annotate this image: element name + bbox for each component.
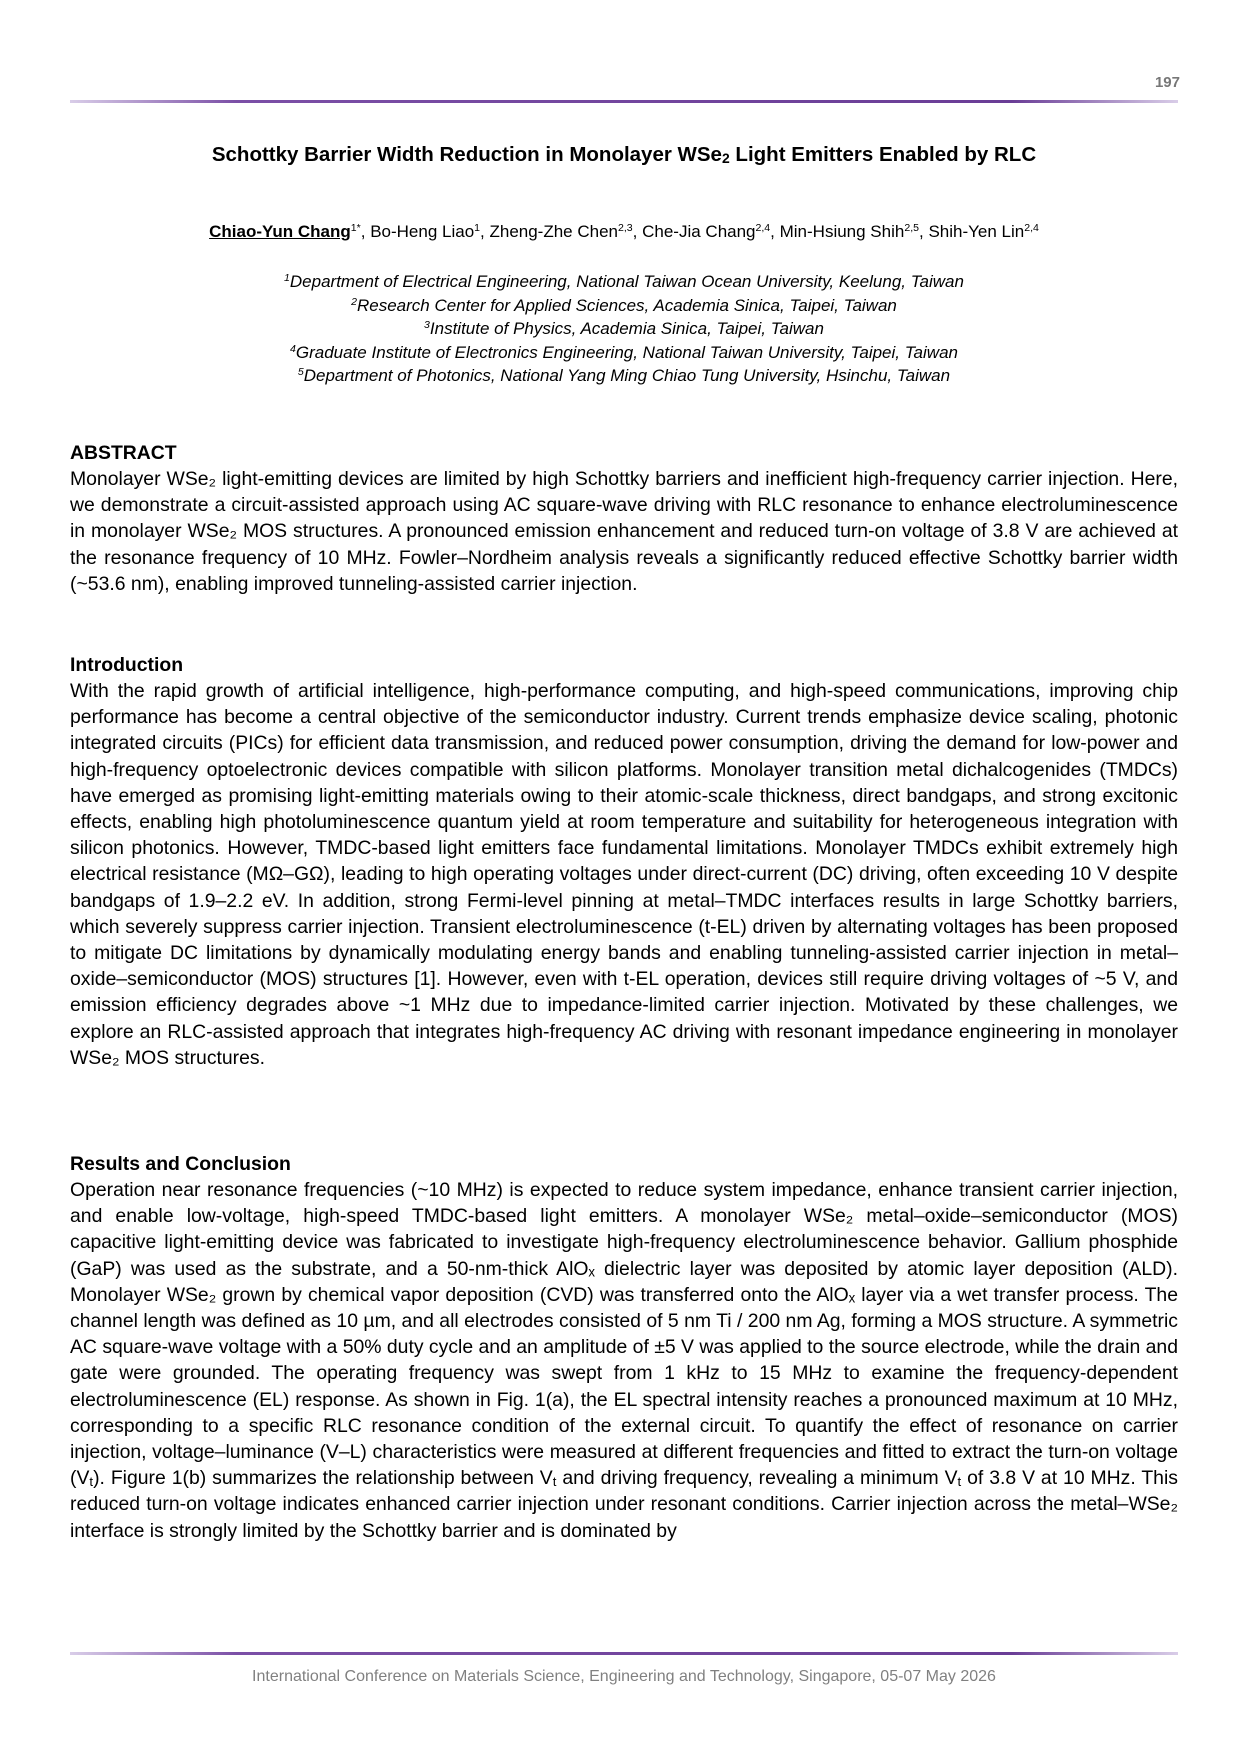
introduction-heading: Introduction: [70, 654, 184, 676]
affiliation-mark: 5: [297, 366, 304, 379]
affiliation: [70, 270, 1178, 294]
affiliation: [70, 317, 1178, 341]
results-text-part: Operation near resonance frequencies (~10 MHz) is expected to reduce system impedance, enhance transient carrier injection, and enable low-voltage, high-speed TMDC-based light emitters. A monolayer WSe₂ metal–oxide–semiconductor (MOS) capacitive light-emitting device was fabricated to investigate high-frequency electroluminescence behavior. Gallium phosphide (GaP) was used as the substrate, and a 50-nm-thick AlOₓ dielectric layer was deposited by atomic layer deposition (ALD). Monolayer WSe₂ grown by chemical vapor deposition (CVD) was transferred onto the AlOₓ layer via a wet transfer process. The channel length was defined as 10 µm, and all electrodes consisted of 5 nm Ti / 200 nm Ag, forming a MOS structure. A symmetric AC square-wave voltage with a 50% duty cycle and an amplitude of ±5 V was applied to the source electrode, while the drain and gate were grounded. The operating frequency was swept from 1 kHz to 15 MHz to examine the frequency-dependent electroluminescence (EL) response. As shown in Fig. 1(a), the EL spectral intensity reaches a pronounced maximum at 10 MHz, corresponding to a specific RLC resonance condition of the external circuit. To quantify the effect of resonance on carrier injection, voltage–luminance (V–L) characteristics were measured at different frequencies and fitted to extract the turn-on voltage (V: [70, 1179, 1178, 1490]
turn-on-voltage-subscript: t: [957, 1474, 962, 1490]
title-text-end: Light Emitters Enabled by RLC: [729, 143, 1037, 166]
affiliation-text: Department of Photonics, National Yang Ming Chiao Tung University, Hsinchu, Taiwan: [303, 366, 951, 386]
page-number: 197: [1154, 74, 1180, 91]
affiliation-text: Research Center for Applied Sciences, Academia Sinica, Taipei, Taiwan: [356, 295, 897, 315]
author-affiliation-mark: 1*: [350, 222, 361, 235]
abstract-section: [70, 440, 1178, 597]
affiliation-mark: 3: [424, 319, 430, 332]
author-name: Zheng-Zhe Chen: [489, 222, 619, 241]
footer-divider: [70, 1652, 1178, 1655]
author-name: Shih-Yen Lin: [928, 222, 1025, 241]
results-section: [70, 1151, 1178, 1544]
affiliation-text: Department of Electrical Engineering, National Taiwan Ocean University, Keelung, Taiwan: [289, 272, 964, 291]
author-affiliation-mark: 2,3: [618, 222, 633, 235]
author-affiliation-mark: 1: [474, 222, 481, 235]
results-heading: Results and Conclusion: [70, 1153, 291, 1175]
author-affiliation-mark: 2,5: [904, 222, 919, 235]
author-affiliation-mark: 2,4: [1024, 222, 1039, 235]
author-name: Min-Hsiung Shih: [779, 222, 905, 241]
title-subscript: 2: [721, 150, 730, 167]
affiliation-mark: 1: [284, 272, 290, 285]
affiliation-list: [70, 270, 1178, 388]
author-name: Bo-Heng Liao: [370, 222, 475, 241]
results-text-part: and driving frequency, revealing a minimum V: [556, 1467, 958, 1490]
affiliation-mark: 2: [351, 295, 357, 308]
affiliation: [70, 294, 1178, 318]
affiliation: [70, 341, 1178, 365]
paper-title: [70, 143, 1178, 167]
affiliation: [70, 364, 1178, 388]
introduction-text: With the rapid growth of artificial intelligence, high-performance computing, and high-speed communications, improving chip performance has become a central objective of the semiconductor industry. Current trends emphasize device scaling, photonic integrated circuits (PICs) for efficient data transmission, and reduced power consumption, driving the demand for low-power and high-frequency optoelectronic devices compatible with silicon platforms. Monolayer transition metal dichalcogenides (TMDCs) have emerged as promising light-emitting materials owing to their atomic-scale thickness, direct bandgaps, and strong excitonic effects, enabling high photoluminescence quantum yield at room temperature and suitability for heterogeneous integration with silicon photonics. However, TMDC-based light emitters face fundamental limitations. Monolayer TMDCs exhibit extremely high electrical resistance (MΩ–GΩ), leading to high operating voltages under direct-current (DC) driving, often exceeding 10 V despite bandgaps of 1.9–2.2 eV. In addition, strong Fermi-level pinning at metal–TMDC interfaces results in large Schottky barriers, which severely suppress carrier injection. Transient electroluminescence (t-EL) driven by alternating voltages has been proposed to mitigate DC limitations by dynamically modulating energy bands and enabling tunneling-assisted carrier injection in metal–oxide–semiconductor (MOS) structures [1]. However, even with t-EL operation, devices still require driving voltages of ~5 V, and emission efficiency degrades above ~1 MHz due to impedance-limited carrier injection. Motivated by these challenges, we explore an RLC-assisted approach that integrates high-frequency AC driving with resonant impedance engineering in monolayer WSe₂ MOS structures.: [70, 680, 1178, 1069]
author-name: Che-Jia Chang: [642, 222, 756, 241]
turn-on-voltage-subscript: t: [552, 1474, 557, 1490]
introduction-section: [70, 652, 1178, 1071]
author-affiliation-mark: 2,4: [755, 222, 771, 235]
presenting-author: Chiao-Yun Chang: [209, 222, 351, 241]
results-text-part: ). Figure 1(b) summarizes the relationship between V: [93, 1467, 553, 1490]
author-list: Chiao-Yun Chang$^{1*}$, Bo-Heng Liao$^1$, Zheng-Zhe Chen$^{2,3}$, Che-Jia Chang$^{2,4}$, Min-Hsiung Shih$^{2,5}$, Shih-Yen Lin$^{2,4}$: [209, 222, 1039, 241]
affiliation-mark: 4: [290, 342, 296, 355]
results-text: [70, 1177, 1178, 1544]
affiliation-text: Graduate Institute of Electronics Engineering, National Taiwan University, Taipei, Taiwan: [295, 342, 958, 362]
title-text: Schottky Barrier Width Reduction in Monolayer WSe: [211, 143, 722, 166]
abstract-text: Monolayer WSe₂ light-emitting devices are limited by high Schottky barriers and inefficient high-frequency carrier injection. Here, we demonstrate a circuit-assisted approach using AC square-wave driving with RLC resonance to enhance electroluminescence in monolayer WSe₂ MOS structures. A pronounced emission enhancement and reduced turn-on voltage of 3.8 V are achieved at the resonance frequency of 10 MHz. Fowler–Nordheim analysis reveals a significantly reduced effective Schottky barrier width (~53.6 nm), enabling improved tunneling-assisted carrier injection.: [70, 468, 1178, 595]
abstract-heading: ABSTRACT: [70, 442, 177, 464]
results-text-part: of 3.8 V at 10 MHz. This reduced turn-on voltage indicates enhanced carrier injection under resonant conditions. Carrier injection across the metal–WSe₂ interface is strongly limited by the Schottky barrier and is dominated by: [70, 1467, 1178, 1542]
header-divider: [70, 100, 1178, 103]
turn-on-voltage-subscript: t: [89, 1474, 94, 1490]
affiliation-text: Institute of Physics, Academia Sinica, Taipei, Taiwan: [429, 319, 824, 339]
conference-footer: International Conference on Materials Science, Engineering and Technology, Singapore, 05-07 May 2026: [252, 1668, 996, 1685]
